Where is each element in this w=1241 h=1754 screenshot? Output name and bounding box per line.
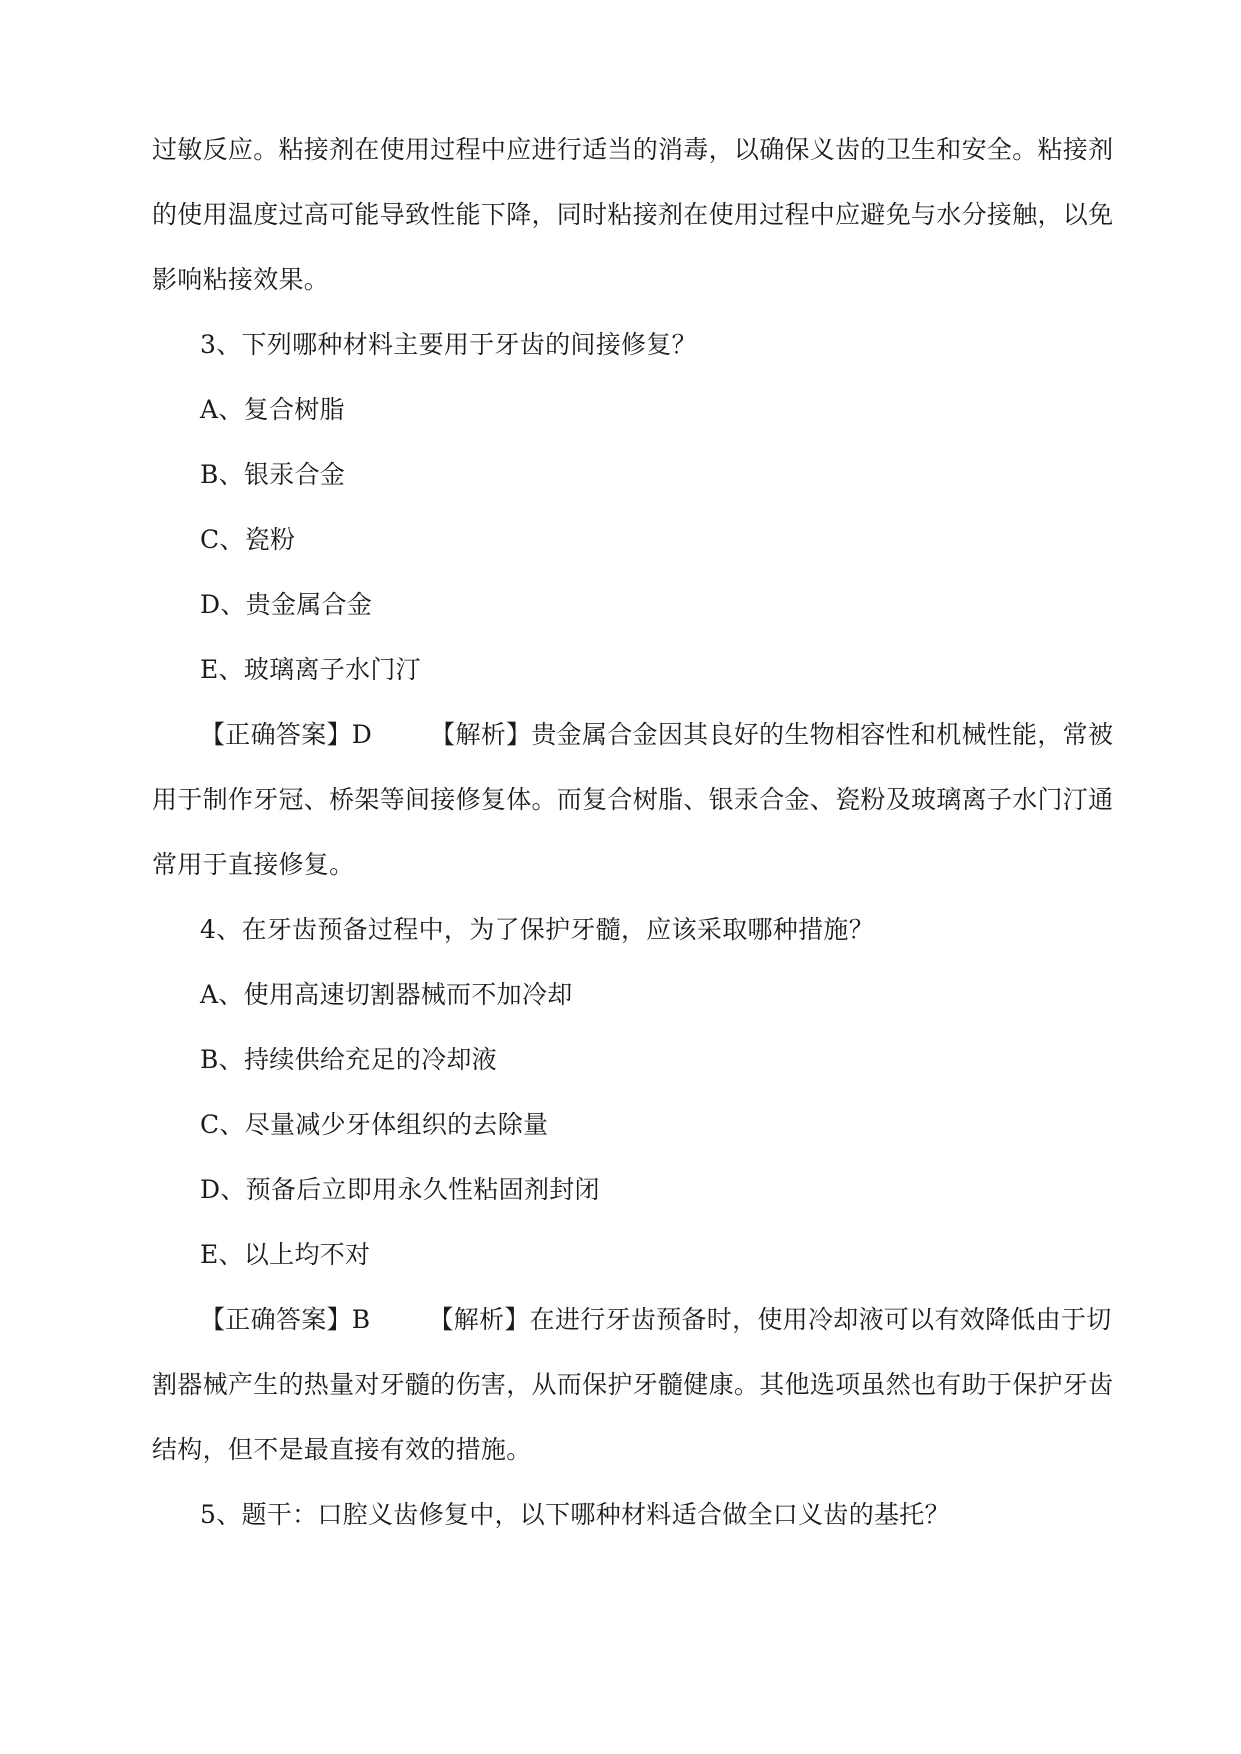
question-3-analysis-line-3: 常用于直接修复。 bbox=[152, 850, 355, 879]
question-3-option-a: A、复合树脂 bbox=[200, 395, 345, 424]
question-4-analysis-line-3: 结构，但不是最直接有效的措施。 bbox=[152, 1435, 532, 1464]
intro-line-3: 影响粘接效果。 bbox=[152, 265, 330, 294]
question-3-option-c: C、瓷粉 bbox=[200, 525, 296, 554]
question-3-analysis-line-2: 用于制作牙冠、桥架等间接修复体。而复合树脂、银汞合金、瓷粉及玻璃离子水门汀通 bbox=[152, 785, 1114, 814]
intro-line-1: 过敏反应。粘接剂在使用过程中应进行适当的消毒，以确保义齿的卫生和安全。粘接剂 bbox=[152, 135, 1114, 164]
question-4-answer-line bbox=[200, 1305, 1112, 1335]
question-3-option-b: B、银汞合金 bbox=[200, 460, 346, 489]
question-3-option-e: E、玻璃离子水门汀 bbox=[200, 655, 421, 684]
question-3-answer: 【正确答案】D bbox=[200, 720, 373, 749]
question-4-option-d: D、预备后立即用永久性粘固剂封闭 bbox=[200, 1175, 600, 1204]
question-4-analysis-start: 【解析】在进行牙齿预备时，使用冷却液可以有效降低由于切 bbox=[428, 1305, 1112, 1334]
question-4-option-e: E、以上均不对 bbox=[200, 1240, 371, 1269]
question-4-option-a: A、使用高速切割器械而不加冷却 bbox=[200, 980, 573, 1009]
question-3-stem: 3、下列哪种材料主要用于牙齿的间接修复？ bbox=[200, 330, 697, 359]
question-4-option-b: B、持续供给充足的冷却液 bbox=[200, 1045, 497, 1074]
question-4-stem: 4、在牙齿预备过程中，为了保护牙髓，应该采取哪种措施？ bbox=[200, 915, 875, 944]
intro-line-2: 的使用温度过高可能导致性能下降，同时粘接剂在使用过程中应避免与水分接触，以免 bbox=[152, 200, 1114, 229]
question-3-option-d: D、贵金属合金 bbox=[200, 590, 373, 619]
question-4-analysis-line-2: 割器械产生的热量对牙髓的伤害，从而保护牙髓健康。其他选项虽然也有助于保护牙齿 bbox=[152, 1370, 1114, 1399]
question-3-answer-line bbox=[200, 720, 1113, 750]
question-5-stem: 5、题干：口腔义齿修复中，以下哪种材料适合做全口义齿的基托？ bbox=[200, 1500, 950, 1529]
question-3-analysis-start: 【解析】贵金属合金因其良好的生物相容性和机械性能，常被 bbox=[430, 720, 1114, 749]
question-4-option-c: C、尽量减少牙体组织的去除量 bbox=[200, 1110, 549, 1139]
question-4-answer: 【正确答案】B bbox=[200, 1305, 371, 1334]
